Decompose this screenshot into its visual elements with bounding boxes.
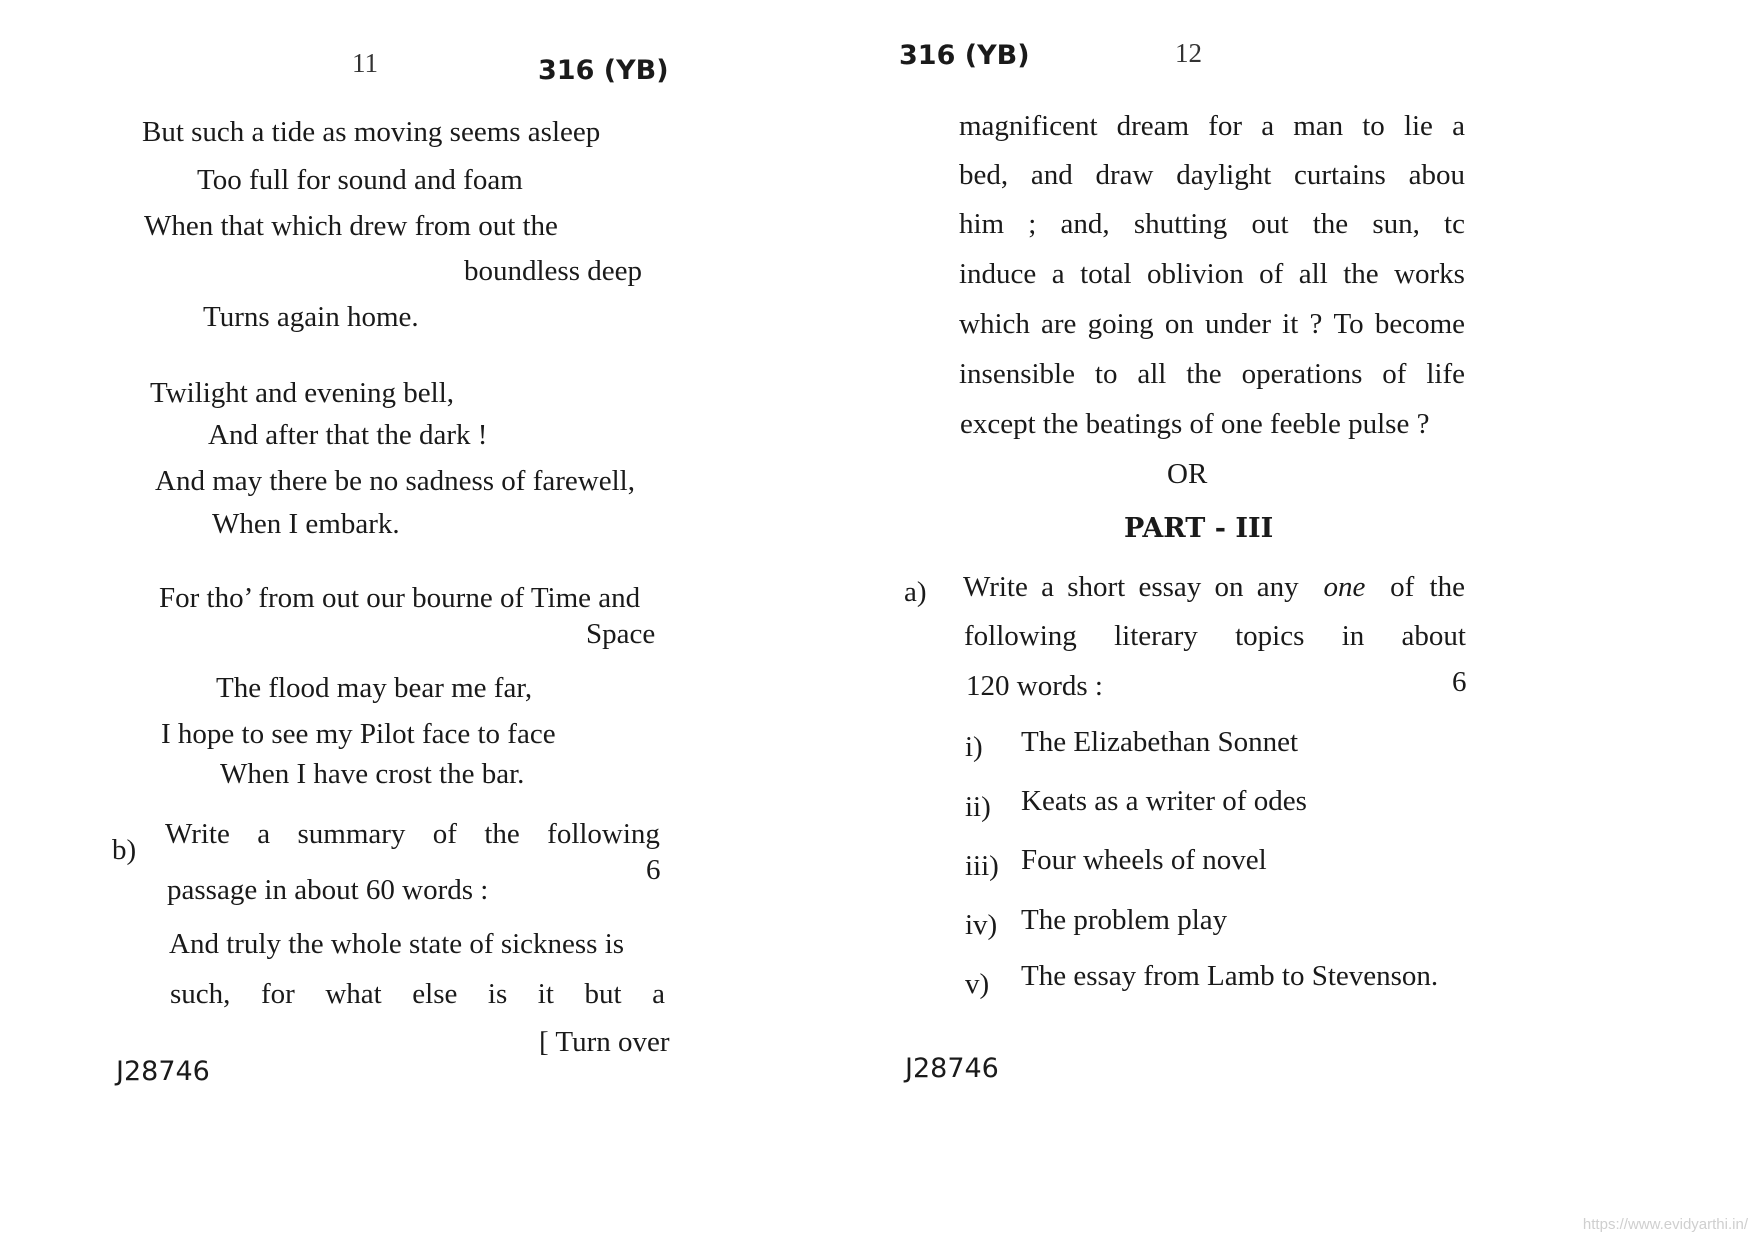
word: works [1394, 258, 1465, 290]
poem-line: And after that the dark ! [208, 419, 488, 451]
poem-line: When I embark. [212, 508, 400, 540]
word: summary [297, 818, 406, 850]
word: ? [1309, 308, 1323, 340]
word: a [1051, 258, 1065, 290]
question-label: a) [904, 576, 927, 608]
marks: 6 [646, 854, 661, 886]
word: topics [1235, 620, 1305, 652]
emphasis: one [1323, 571, 1366, 603]
poem-line: When I have crost the bar. [220, 758, 525, 790]
word: what [325, 978, 382, 1010]
word: following [964, 620, 1077, 652]
word: bed, [959, 159, 1009, 191]
word: are [1041, 308, 1077, 340]
text: Write a short essay on any [963, 571, 1299, 603]
passage-line [959, 210, 1465, 239]
passage-line [959, 360, 1465, 389]
paper-code: 316 (YB) [538, 55, 669, 86]
poem-line: But such a tide as moving seems asleep [142, 116, 601, 148]
word: a [1261, 110, 1275, 142]
poem-line: Twilight and evening bell, [150, 377, 455, 409]
word: it [1282, 308, 1299, 340]
turn-over: [ Turn over [539, 1026, 670, 1058]
word: for [1208, 110, 1243, 142]
word: on [1164, 308, 1194, 340]
word: following [547, 818, 660, 850]
word: lie [1403, 110, 1433, 142]
word: literary [1114, 620, 1198, 652]
word: of [1382, 358, 1407, 390]
word: to [1094, 358, 1118, 390]
word: magnificent [959, 110, 1098, 142]
word: abou [1408, 159, 1465, 191]
word: all [1298, 258, 1328, 290]
paper-code: 316 (YB) [899, 40, 1030, 71]
poem-line: I hope to see my Pilot face to face [161, 718, 556, 750]
word: ; [1028, 208, 1037, 240]
word: for [260, 978, 295, 1010]
word: of [1259, 258, 1284, 290]
word: which [959, 308, 1030, 340]
word: dream [1116, 110, 1190, 142]
word: to [1362, 110, 1385, 142]
question-label: b) [112, 834, 137, 866]
question-b-line: passage in about 60 words : [167, 874, 489, 906]
passage-line: And truly the whole state of sickness is [169, 928, 625, 960]
word: all [1137, 358, 1167, 390]
word: To [1333, 308, 1364, 340]
passage-line: except the beatings of one feeble pulse ? [960, 408, 1430, 440]
word: operations [1241, 358, 1363, 390]
word: man [1293, 110, 1344, 142]
word: the [1186, 358, 1222, 390]
poem-line: When that which drew from out the [144, 210, 558, 242]
word: induce [959, 258, 1037, 290]
word: insensible [959, 358, 1075, 390]
word: and [1030, 159, 1073, 191]
footer-code: J28746 [905, 1053, 999, 1084]
poem-line: Space [586, 618, 656, 650]
question-a-line [963, 573, 1465, 602]
word: about [1401, 620, 1466, 652]
word: daylight [1176, 159, 1272, 191]
topic-number: iii) [965, 850, 999, 882]
word: Write [165, 818, 230, 850]
word: out [1251, 208, 1289, 240]
passage-line [959, 161, 1465, 190]
passage-line [959, 310, 1465, 339]
poem-line: boundless deep [464, 255, 642, 287]
word: the [1312, 208, 1349, 240]
footer-code: J28746 [116, 1056, 210, 1087]
word: shutting [1133, 208, 1228, 240]
word: curtains [1294, 159, 1386, 191]
question-a-line [964, 622, 1466, 651]
word: a [257, 818, 271, 850]
question-b-line [165, 820, 660, 849]
word: the [484, 818, 520, 850]
part-heading: PART - III [1124, 513, 1274, 544]
topic-number: ii) [965, 791, 991, 823]
topic-number: iv) [965, 909, 998, 941]
word: total [1080, 258, 1132, 290]
page-number: 11 [352, 48, 378, 78]
topic-text: The problem play [1021, 904, 1228, 936]
topic-number: i) [965, 731, 983, 763]
page-number: 12 [1175, 38, 1202, 68]
passage-line [959, 260, 1465, 289]
topic-text: Keats as a writer of odes [1021, 785, 1307, 817]
text: of the [1390, 571, 1465, 603]
word: sun, [1372, 208, 1420, 240]
poem-line: Too full for sound and foam [197, 164, 523, 196]
word: but [584, 978, 622, 1010]
word: is [487, 978, 508, 1010]
word: life [1426, 358, 1465, 390]
word: oblivion [1147, 258, 1244, 290]
word: become [1374, 308, 1465, 340]
poem-line: Turns again home. [203, 301, 419, 333]
word: draw [1095, 159, 1154, 191]
passage-line [170, 980, 665, 1009]
word: such, [170, 978, 231, 1010]
word: a [652, 978, 665, 1010]
watermark: https://www.evidyarthi.in/ [1582, 1216, 1748, 1233]
passage-line [959, 112, 1465, 141]
word: him [959, 208, 1005, 240]
question-a-line: 120 words : [966, 670, 1103, 702]
word: of [432, 818, 457, 850]
topic-text: The essay from Lamb to Stevenson. [1021, 960, 1439, 992]
word: else [412, 978, 458, 1010]
poem-line: For tho’ from out our bourne of Time and [159, 582, 641, 614]
poem-line: And may there be no sadness of farewell, [155, 465, 635, 497]
topic-text: The Elizabethan Sonnet [1021, 726, 1299, 758]
word: tс [1444, 208, 1465, 240]
word: and, [1060, 208, 1110, 240]
topic-number: v) [965, 968, 990, 1000]
word: the [1343, 258, 1379, 290]
word: it [537, 978, 554, 1010]
word: going [1087, 308, 1154, 340]
poem-line: The flood may bear me far, [216, 672, 533, 704]
or-separator: OR [1167, 458, 1208, 490]
right-page [877, 0, 1754, 1241]
topic-text: Four wheels of novel [1021, 844, 1267, 876]
marks: 6 [1452, 666, 1467, 698]
word: in [1341, 620, 1365, 652]
word: under [1204, 308, 1271, 340]
word: a [1452, 110, 1465, 142]
